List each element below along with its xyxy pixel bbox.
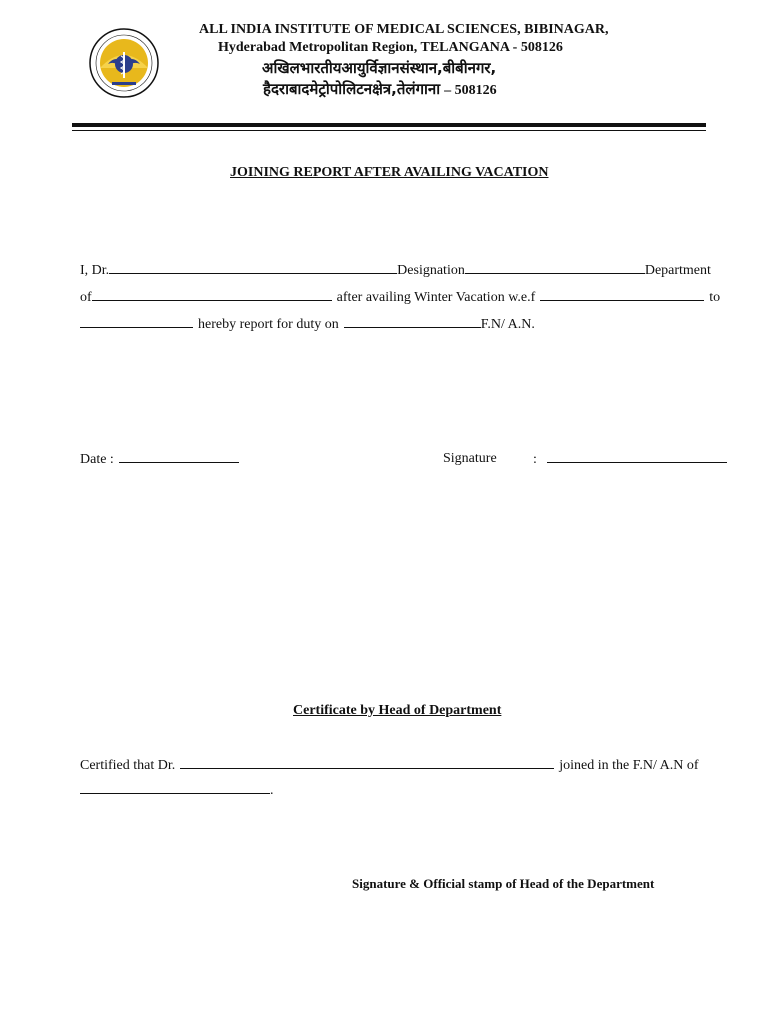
certificate-heading: Certificate by Head of Department [293,703,502,718]
certified-label: Certified that Dr. [80,758,176,773]
to-label: to [709,290,721,305]
of-label: of [80,290,92,305]
signature-colon: : [533,452,537,467]
paragraph-line-1 [80,262,732,279]
signature-label: Signature [443,451,497,466]
dr-label: I, Dr. [80,263,110,278]
joining-date-field[interactable] [80,782,270,794]
period-mark: . [270,783,274,798]
paragraph-line-3 [80,316,535,333]
designation-label: Designation [397,263,465,278]
certificate-line-1 [80,757,699,774]
hindi-region: हैदराबादमेट्रोपोलिटनक्षेत्र,तेलंगाना [263,80,441,98]
date-row [80,451,239,468]
certificate-line-2 [80,782,274,799]
institute-name: ALL INDIA INSTITUTE OF MEDICAL SCIENCES, BIBINAGAR, [199,22,609,37]
signature-field[interactable] [547,451,727,463]
page-title: JOINING REPORT AFTER AVAILING VACATION [230,165,549,180]
date-field[interactable] [119,451,239,463]
hereby-label: hereby report for duty on [198,317,339,332]
vacation-from-field[interactable] [540,289,704,301]
institute-address: Hyderabad Metropolitan Region, TELANGANA - 508126 [218,40,563,55]
department-label: Department [644,263,711,278]
signature-row [533,451,727,468]
header-divider-thin [72,130,706,131]
institute-address-hindi [263,79,497,99]
doctor-name-field[interactable] [109,262,397,274]
paragraph-line-2 [80,289,732,306]
aiims-seal-icon [88,24,160,102]
department-field[interactable] [92,289,332,301]
joined-label: joined in the F.N/ A.N of [559,758,699,773]
availing-label: after availing Winter Vacation w.e.f [336,290,536,305]
hindi-pin: – 508126 [444,83,497,98]
date-label: Date : [80,452,114,467]
institute-name-hindi: अखिलभारतीयआयुर्विज्ञानसंस्थान,बीबीनगर, [262,59,497,77]
vacation-to-field[interactable] [80,316,193,328]
header-divider-thick [72,123,706,127]
duty-date-field[interactable] [344,316,481,328]
hod-signature-stamp-label: Signature & Official stamp of Head of the Department [352,876,655,891]
designation-field[interactable] [465,262,645,274]
aiims-logo [88,24,160,102]
certified-doctor-field[interactable] [180,757,554,769]
fnan-label: F.N/ A.N. [480,317,535,332]
